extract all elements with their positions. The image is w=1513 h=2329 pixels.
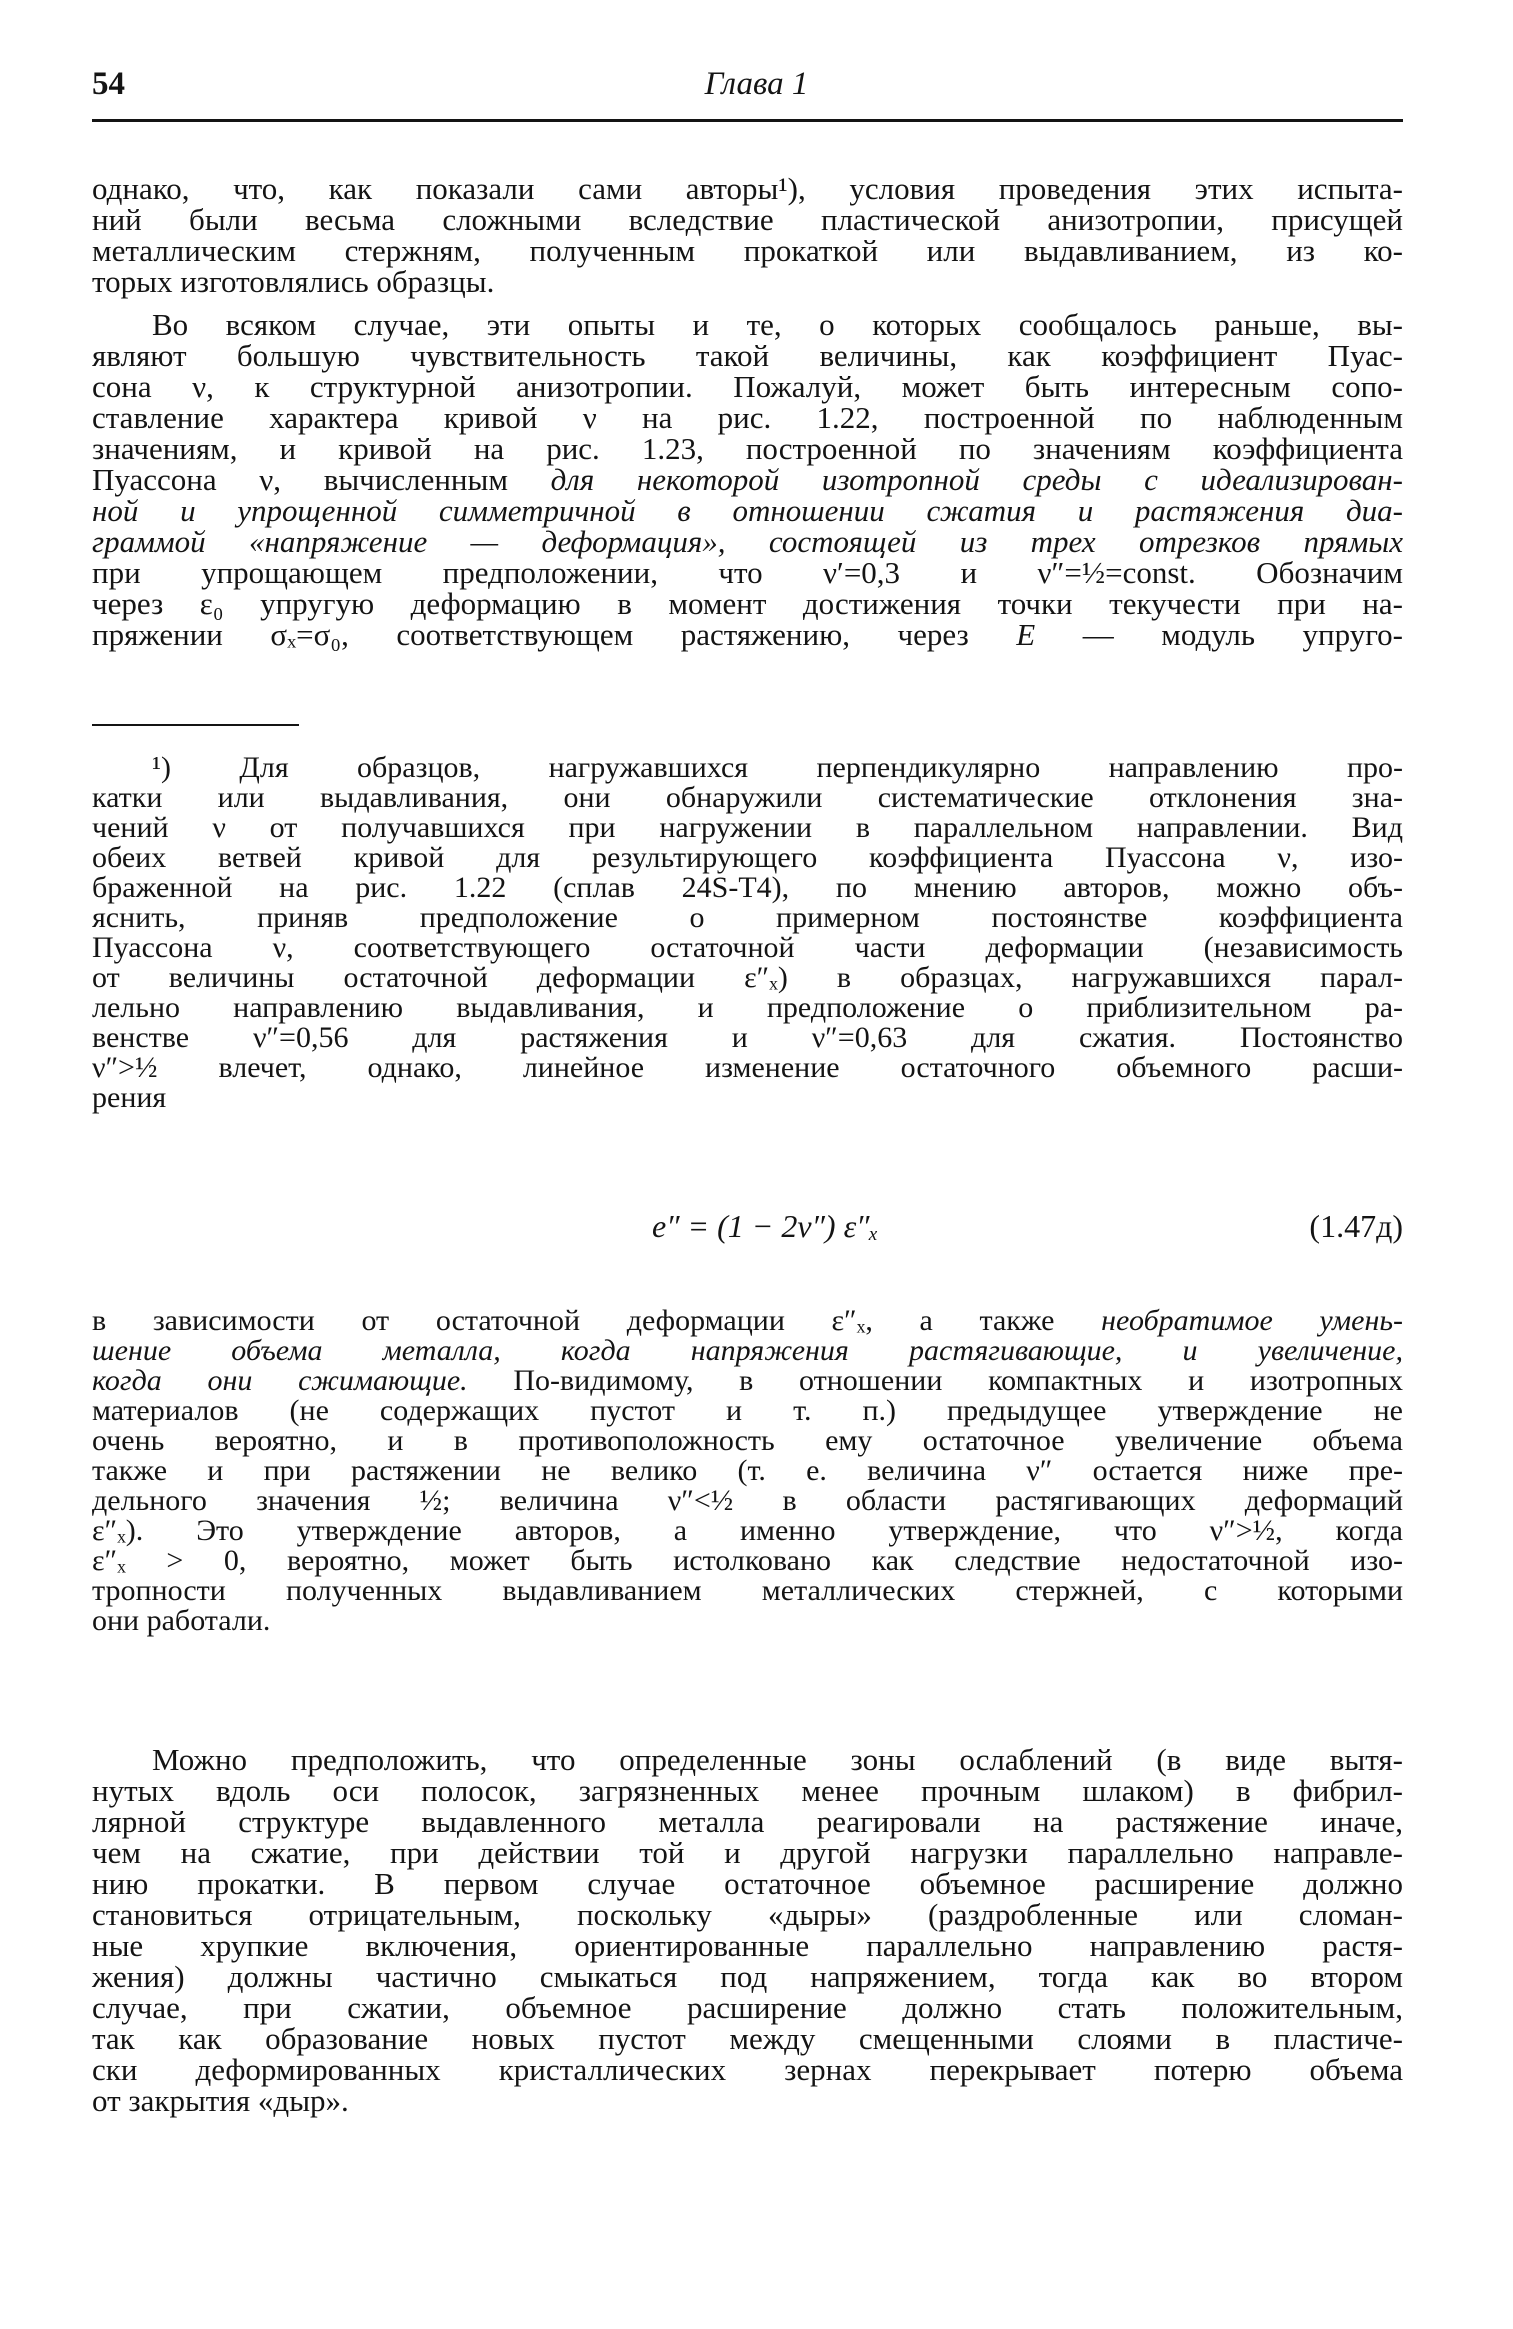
text-run: Пуассона ν, соответствующего остаточной части деформации (независимость — [92, 931, 1403, 964]
text-run: Во всяком случае, эти опыты и те, о которых сообщалось раньше, вы- — [152, 307, 1403, 342]
text-line — [92, 264, 1403, 299]
header-rule — [92, 119, 1403, 122]
text-run: являют большую чувствительность такой величины, как коэффициент Пуас- — [92, 338, 1403, 373]
text-line — [92, 1362, 1403, 1397]
text-line — [92, 2020, 1403, 2056]
text-line — [92, 338, 1403, 373]
text-run: обеих ветвей кривой для результирующего коэффициента Пуассона ν, изо- — [92, 841, 1403, 874]
text-run: очень вероятно, и в противоположность ему остаточное увеличение объема — [92, 1424, 1403, 1457]
italic-text-run: ной и упрощенной симметричной в отношении сжатия и растяжения диа- — [92, 493, 1403, 528]
italic-text-run: необратимое умень- — [1101, 1304, 1403, 1337]
text-run: случае, при сжатии, объемное расширение должно стать положительным, — [92, 1990, 1403, 2025]
text-line — [92, 1080, 1403, 1114]
text-line — [92, 1989, 1403, 2025]
text-run: пряжении σₓ=σ₀, соответствующем растяжению, через — [92, 617, 1017, 652]
text-run: становиться отрицательным, поскольку «дыры» (раздробленные или сломан- — [92, 1897, 1403, 1932]
paragraph-continuation — [92, 171, 1403, 299]
text-run: жения) должны частично смыкаться под напряжением, тогда как во втором — [92, 1959, 1403, 1994]
text-run: через ε₀ упругую деформацию в момент достижения точки текучести при на- — [92, 586, 1403, 621]
text-line — [92, 1422, 1403, 1457]
equation-formula: e″ = (1 − 2ν″) ε″ₓ — [652, 1208, 879, 1244]
text-run: нию прокатки. В первом случае остаточное объемное расширение должно — [92, 1866, 1403, 1901]
text-line — [92, 1512, 1403, 1547]
text-run: ски деформированных кристаллических зернах перекрывает потерю объема — [92, 2052, 1403, 2087]
text-line — [92, 369, 1403, 404]
text-line — [92, 462, 1403, 497]
text-run: от закрытия «дыр». — [92, 2083, 349, 2118]
text-line — [92, 780, 1403, 814]
text-run: лельно направлению выдавливания, и предположение о приблизительном ра- — [92, 991, 1403, 1024]
text-line — [92, 750, 1403, 784]
text-run: ν″>½ влечет, однако, линейное изменение остаточного объемного расши- — [92, 1051, 1403, 1084]
text-run: они работали. — [92, 1604, 271, 1637]
text-run: ε″ₓ). Это утверждение авторов, а именно утверждение, что ν″>½, когда — [92, 1514, 1403, 1547]
text-line — [92, 870, 1403, 904]
footnote — [92, 750, 1403, 1114]
page-number: 54 — [92, 66, 125, 102]
text-run: от величины остаточной деформации ε″ₓ) в образцах, нагружавшихся парал- — [92, 961, 1403, 994]
text-line — [92, 1741, 1403, 1777]
text-line — [92, 930, 1403, 964]
text-run: браженной на рис. 1.22 (сплав 24S-T4), по мнению авторов, можно объ- — [92, 871, 1403, 904]
text-line — [92, 1392, 1403, 1427]
text-run: чем на сжатие, при действии той и другой нагрузки параллельно направле- — [92, 1835, 1403, 1870]
text-run: — модуль упруго- — [1035, 617, 1403, 652]
text-line — [92, 171, 1403, 206]
text-run: в зависимости от остаточной деформации ε″ₓ, а также — [92, 1304, 1102, 1337]
text-line — [92, 1803, 1403, 1839]
text-run: венстве ν″=0,56 для растяжения и ν″=0,63 для сжатия. Постоянство — [92, 1021, 1403, 1054]
text-run: металлическим стержням, полученным прокаткой или выдавливанием, из ко- — [92, 233, 1403, 268]
text-line — [92, 1834, 1403, 1870]
text-run: при упрощающем предположении, что ν′=0,3 и ν″=½=const. Обозначим — [92, 555, 1403, 590]
italic-text-run: шение объема металла, когда напряжения растягивающие, и увеличение, — [92, 1334, 1403, 1367]
italic-text-run: граммой «напряжение — деформация», состоящей из трех отрезков прямых — [92, 524, 1403, 559]
text-run: лярной структуре выдавленного металла реагировали на растяжение иначе, — [92, 1804, 1403, 1839]
italic-text-run: E — [1016, 617, 1036, 652]
text-line — [92, 617, 1403, 652]
text-run: катки или выдавливания, они обнаружили систематические отклонения зна- — [92, 781, 1403, 814]
text-run: чений ν от получавшихся при нагружении в параллельном направлении. Вид — [92, 811, 1403, 844]
text-run: дельного значения ½; величина ν″<½ в области растягивающих деформаций — [92, 1484, 1403, 1517]
text-run: Можно предположить, что определенные зоны ослаблений (в виде вытя- — [152, 1742, 1403, 1777]
text-line — [92, 1020, 1403, 1054]
text-line — [92, 1302, 1403, 1337]
text-run: рения — [92, 1081, 167, 1114]
text-line — [92, 990, 1403, 1024]
text-line — [92, 233, 1403, 268]
text-run: ний были весьма сложными вследствие пластической анизотропии, присущей — [92, 202, 1403, 237]
text-run: также и при растяжении не велико (т. е. величина ν″ остается ниже пре- — [92, 1454, 1403, 1487]
text-line — [92, 900, 1403, 934]
paragraph-poisson — [92, 307, 1403, 652]
text-line — [92, 493, 1403, 528]
text-line — [92, 1772, 1403, 1808]
text-line — [92, 524, 1403, 559]
text-line — [92, 1482, 1403, 1517]
text-run: ставление характера кривой ν на рис. 1.22, построенной по наблюденным — [92, 400, 1403, 435]
text-run: По-видимому, в отношении компактных и изотропных — [467, 1364, 1403, 1397]
text-line — [92, 840, 1403, 874]
text-line — [92, 555, 1403, 590]
chapter-title: Глава 1 — [704, 66, 809, 102]
italic-text-run: для некоторой изотропной среды с идеализирован- — [550, 462, 1403, 497]
text-run: ε″ₓ > 0, вероятно, может быть истолковано как следствие недостаточной изо- — [92, 1544, 1403, 1577]
text-line — [92, 586, 1403, 621]
text-line — [92, 1958, 1403, 1994]
equation-number: (1.47д) — [1309, 1208, 1403, 1244]
text-line — [92, 810, 1403, 844]
text-line — [92, 1332, 1403, 1367]
footnote-continuation — [92, 1302, 1403, 1637]
text-line — [92, 1572, 1403, 1607]
text-line — [92, 202, 1403, 237]
text-line — [92, 1542, 1403, 1577]
text-line — [92, 431, 1403, 466]
text-line — [92, 2051, 1403, 2087]
text-run: ные хрупкие включения, ориентированные параллельно направлению растя- — [92, 1928, 1403, 1963]
text-line — [92, 1896, 1403, 1932]
text-run: нутых вдоль оси полосок, загрязненных менее прочным шлаком) в фибрил- — [92, 1773, 1403, 1808]
text-run: однако, что, как показали сами авторы¹), условия проведения этих испыта- — [92, 171, 1403, 206]
text-run: Пуассона ν, вычисленным — [92, 462, 551, 497]
text-line — [92, 1050, 1403, 1084]
text-run: яснить, приняв предположение о примерном постоянстве коэффициента — [92, 901, 1403, 934]
text-run: торых изготовлялись образцы. — [92, 264, 495, 299]
text-line — [92, 1452, 1403, 1487]
italic-text-run: когда они сжимающие. — [92, 1364, 468, 1397]
text-line — [92, 960, 1403, 994]
text-run: сона ν, к структурной анизотропии. Пожалуй, может быть интересным сопо- — [92, 369, 1403, 404]
text-line — [92, 1927, 1403, 1963]
footnote-rule — [92, 724, 299, 726]
text-run: материалов (не содержащих пустот и т. п.) предыдущее утверждение не — [92, 1394, 1403, 1427]
text-line — [92, 1865, 1403, 1901]
paragraph-fibrillar — [92, 1741, 1403, 2118]
text-run: ¹) Для образцов, нагружавшихся перпендикулярно направлению про- — [152, 751, 1403, 784]
text-run: тропности полученных выдавливанием металлических стержней, с которыми — [92, 1574, 1403, 1607]
text-run: значениям, и кривой на рис. 1.23, построенной по значениям коэффициента — [92, 431, 1403, 466]
text-line — [92, 400, 1403, 435]
text-line — [92, 307, 1403, 342]
text-run: так как образование новых пустот между смещенными слоями в пластиче- — [92, 2021, 1403, 2056]
